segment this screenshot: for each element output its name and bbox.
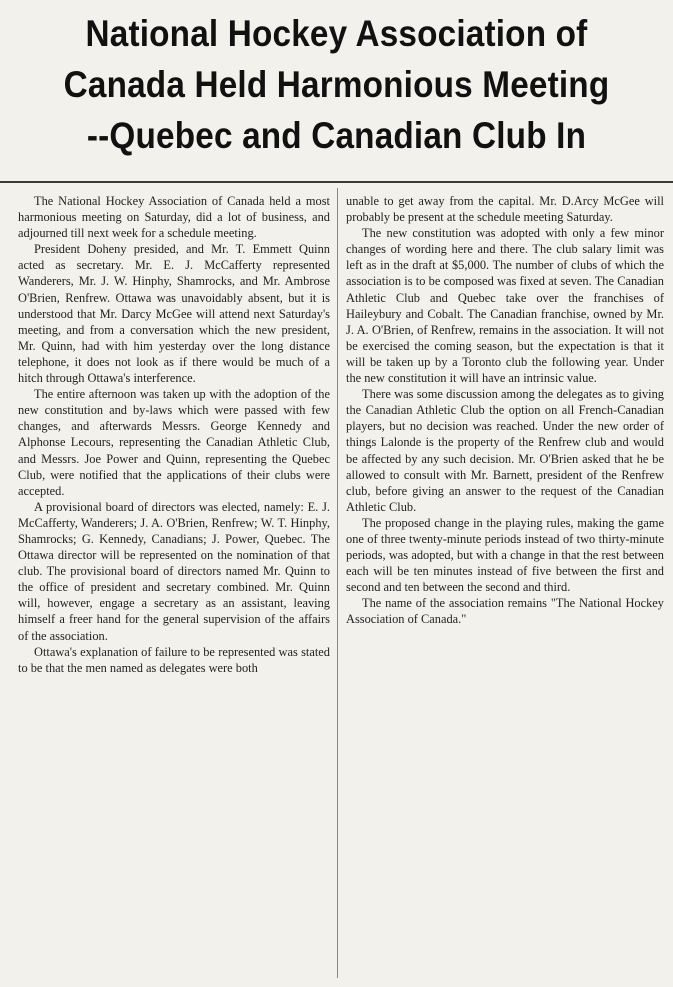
headline-rule	[0, 181, 673, 183]
headline-line-2: Canada Held Harmonious Meeting	[63, 64, 610, 105]
paragraph-board-of-directors: A provisional board of directors was elected, namely: E. J. McCafferty, Wanderers; J. A. O'Brien, Renfrew; W. T. Hinphy, Shamrocks; G. Kennedy, Canadians; J. Power, Quebec. The Ottawa director will be represented on the nomination of that club. The provisional board of directors named Mr. Quinn to the office of president and secretary combined. Mr. Quinn will, however, engage a secretary as an assistant, leaving himself a freer hand for the general supervision of the affairs of the association.	[18, 499, 330, 643]
paragraph-new-constitution: The new constitution was adopted with only a few minor changes of wording here and there. The club salary limit was left as in the draft at $5,000. The number of clubs of which the association is to be composed was fixed at seven. The Canadian Athletic Club and Quebec take over the franchises of Haileybury and Cobalt. The Canadian franchise, owned by Mr. J. A. O'Brien, of Renfrew, remains in the association. It will not be exercised the coming season, but the expectation is that it will be taken up by a Toronto club the following year. Under the new constitution it will have an intrinsic value.	[346, 226, 664, 386]
paragraph-opening: The National Hockey Association of Canada held a most harmonious meeting on Saturday, did a lot of business, and adjourned till next week for a schedule meeting.	[18, 194, 330, 241]
paragraph-attendance: President Doheny presided, and Mr. T. Emmett Quinn acted as secretary. Mr. E. J. McCafferty represented Wanderers, Mr. J. W. Hinphy, Shamrocks, and Mr. Ambrose O'Brien, Renfrew. Ottawa was unavoidably absent, but it is understood that Mr. Darcy McGee will attend next Saturday's meeting, and from a conversation which the new president, Mr. Quinn, had with him yesterday over the long distance telephone, it does not look as if there would be much of a hitch through Ottawa's interference.	[18, 242, 330, 386]
paragraph-constitution-adoption: The entire afternoon was taken up with the adoption of the new constitution and by-laws which were passed with few changes, and afterwards Messrs. George Kennedy and Alphonse Lecours, representing the Canadian Athletic Club, and Messrs. Joe Power and Quinn, representing the Quebec Club, were notified that the applications of their clubs were accepted.	[18, 387, 330, 498]
headline	[34, 8, 640, 161]
paragraph-ottawa-explanation: Ottawa's explanation of failure to be represented was stated to be that the men named as delegates were both	[18, 644, 330, 675]
paragraph-association-name: The name of the association remains "The National Hockey Association of Canada."	[346, 596, 664, 627]
headline-line-1: National Hockey Association of	[85, 13, 588, 54]
article-column-right	[346, 193, 664, 628]
paragraph-ottawa-continued: unable to get away from the capital. Mr. D.Arcy McGee will probably be present at the schedule meeting Saturday.	[346, 194, 664, 225]
column-divider	[337, 188, 338, 978]
paragraph-playing-rules: The proposed change in the playing rules, making the game one of three twenty-minute periods instead of two thirty-minute periods, was adopted, but with a change in that the rest between each will be ten minutes instead of five between the first and second and ten between the second and third.	[346, 515, 664, 595]
headline-line-3: --Quebec and Canadian Club In	[86, 115, 587, 156]
article-column-left	[18, 193, 330, 676]
paragraph-french-canadian-players: There was some discussion among the delegates as to giving the Canadian Athletic Club the option on all French-Canadian players, but no decision was reached. Under the new order of things Lalonde is the property of the Renfrew club and would be affected by any such decision. Mr. O'Brien asked that he be allowed to consult with Mr. Barnett, president of the Renfrew club, before giving an answer to the request of the Canadian Athletic Club.	[346, 387, 664, 514]
